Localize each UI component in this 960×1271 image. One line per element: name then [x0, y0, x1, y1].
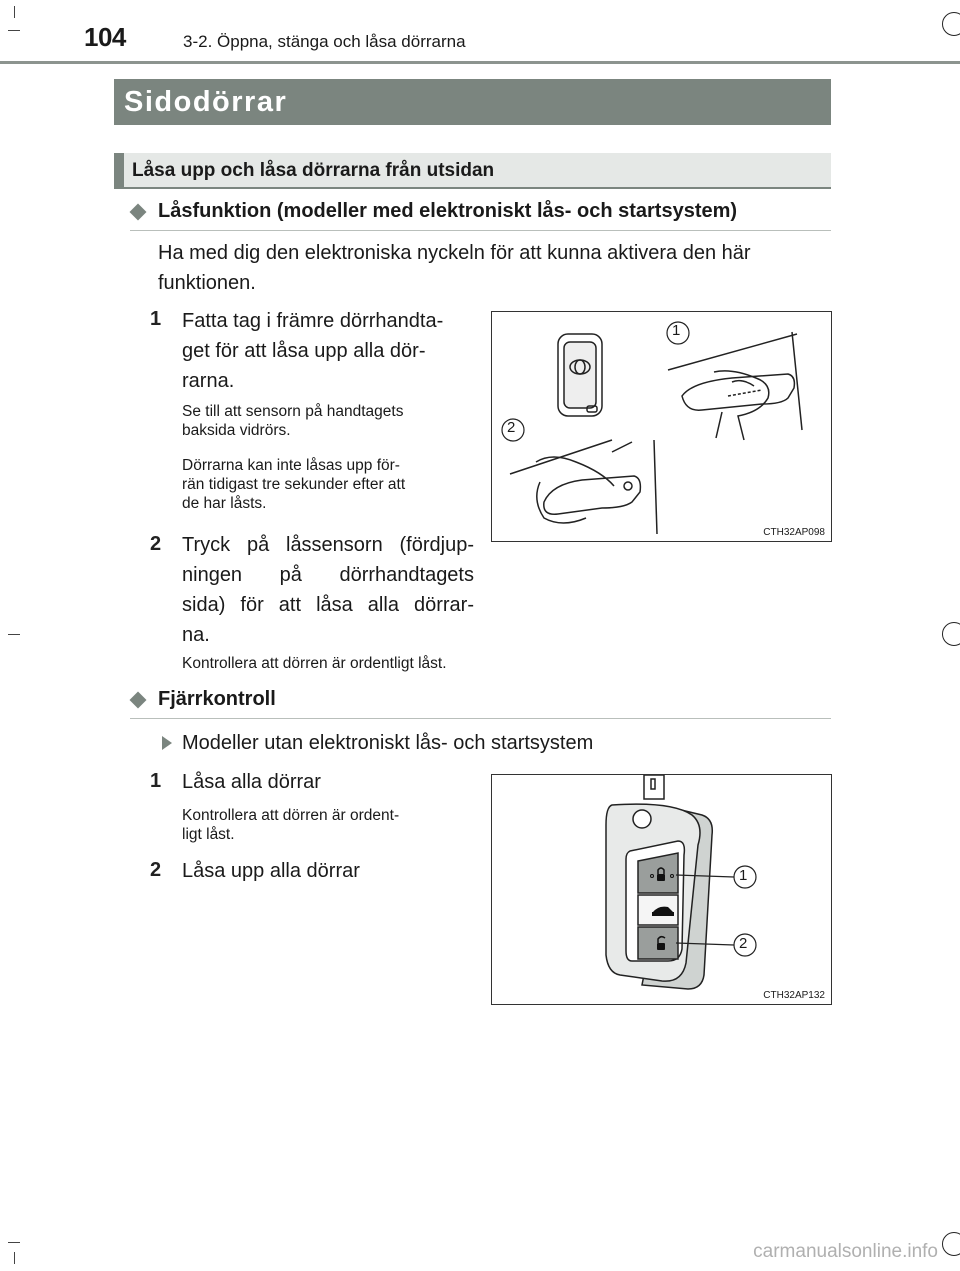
- entry-function-heading-text: Låsfunktion (modeller med elektroniskt lås- och startsystem): [158, 200, 738, 222]
- note-line: Kontrollera att dörren är ordent-: [182, 807, 400, 824]
- door-handle-figure: [491, 311, 832, 542]
- step-2-text: [182, 530, 474, 650]
- step-1-line: get för att låsa upp alla dör-: [182, 340, 426, 362]
- step-2-line: Tryck på låssensorn (fördjup-: [182, 534, 474, 556]
- watermark: carmanualsonline.info: [753, 1241, 938, 1262]
- remote-step-number-1: 1: [150, 770, 162, 792]
- section-title-bar: [114, 79, 831, 125]
- note-line: baksida vidrörs.: [182, 422, 291, 439]
- figure-2-callout-2: 2: [739, 935, 748, 952]
- note-line: ligt låst.: [182, 826, 235, 843]
- figure-1-code: CTH32AP098: [763, 527, 825, 538]
- step-1-note-2: [182, 456, 474, 513]
- page-number: 104: [84, 22, 126, 52]
- registration-mark-icon: [942, 622, 960, 646]
- note-line: de har låsts.: [182, 495, 267, 512]
- door-handle-illustration: [492, 312, 831, 541]
- header-rule: [0, 61, 960, 64]
- step-2-note: Kontrollera att dörren är ordentligt låst.: [182, 655, 447, 672]
- crop-mark: [14, 6, 15, 18]
- step-1-line: Fatta tag i främre dörrhandta-: [182, 310, 444, 332]
- remote-step-number-2: 2: [150, 859, 162, 881]
- figure-1-callout-2: 2: [507, 419, 516, 436]
- step-number-1: 1: [150, 308, 162, 330]
- remote-heading-text: Fjärrkontroll: [158, 688, 276, 710]
- section-title: Sidodörrar: [124, 86, 288, 118]
- note-line: Se till att sensorn på handtagets: [182, 403, 404, 420]
- step-2-line: na.: [182, 624, 210, 646]
- remote-key-illustration: [492, 775, 831, 1004]
- running-title: 3-2. Öppna, stänga och låsa dörrarna: [183, 32, 466, 51]
- step-2-line: sida) för att låsa alla dörrar-: [182, 594, 474, 616]
- figure-2-code: CTH32AP132: [763, 990, 825, 1001]
- diamond-icon: [130, 692, 147, 709]
- note-line: rän tidigast tre sekunder efter att: [182, 476, 406, 493]
- remote-key-figure: [491, 774, 832, 1005]
- crop-mark: [8, 30, 20, 31]
- registration-mark-icon: [942, 12, 960, 36]
- remote-heading: [130, 688, 831, 719]
- remote-step-2-text: Låsa upp alla dörrar: [182, 860, 360, 882]
- subsection-bar: [114, 153, 831, 189]
- remote-step-1-text: Låsa alla dörrar: [182, 771, 321, 793]
- crop-mark: [8, 1242, 20, 1243]
- step-number-2: 2: [150, 533, 162, 555]
- step-1-note-1: [182, 402, 474, 440]
- step-1-line: rarna.: [182, 370, 235, 392]
- subsection-marker: [114, 153, 124, 187]
- registration-mark-icon: [942, 1232, 960, 1256]
- note-line: Dörrarna kan inte låsas upp för-: [182, 457, 400, 474]
- remote-subheading: Modeller utan elektroniskt lås- och startsystem: [182, 732, 594, 754]
- crop-mark: [14, 1252, 15, 1264]
- figure-1-callout-1: 1: [672, 322, 681, 339]
- intro-line: Ha med dig den elektroniska nyckeln för att kunna aktivera den här: [158, 242, 751, 264]
- figure-2-callout-1: 1: [739, 867, 748, 884]
- subsection-title: Låsa upp och låsa dörrarna från utsidan: [132, 160, 495, 181]
- intro-line: funktionen.: [158, 272, 256, 294]
- step-1-text: [182, 306, 474, 396]
- arrow-right-icon: [162, 736, 172, 750]
- crop-mark: [8, 634, 20, 635]
- diamond-icon: [130, 204, 147, 221]
- remote-step-1-note: [182, 806, 474, 844]
- step-2-line: ningen på dörrhandtagets: [182, 564, 474, 586]
- entry-function-heading: [130, 200, 831, 231]
